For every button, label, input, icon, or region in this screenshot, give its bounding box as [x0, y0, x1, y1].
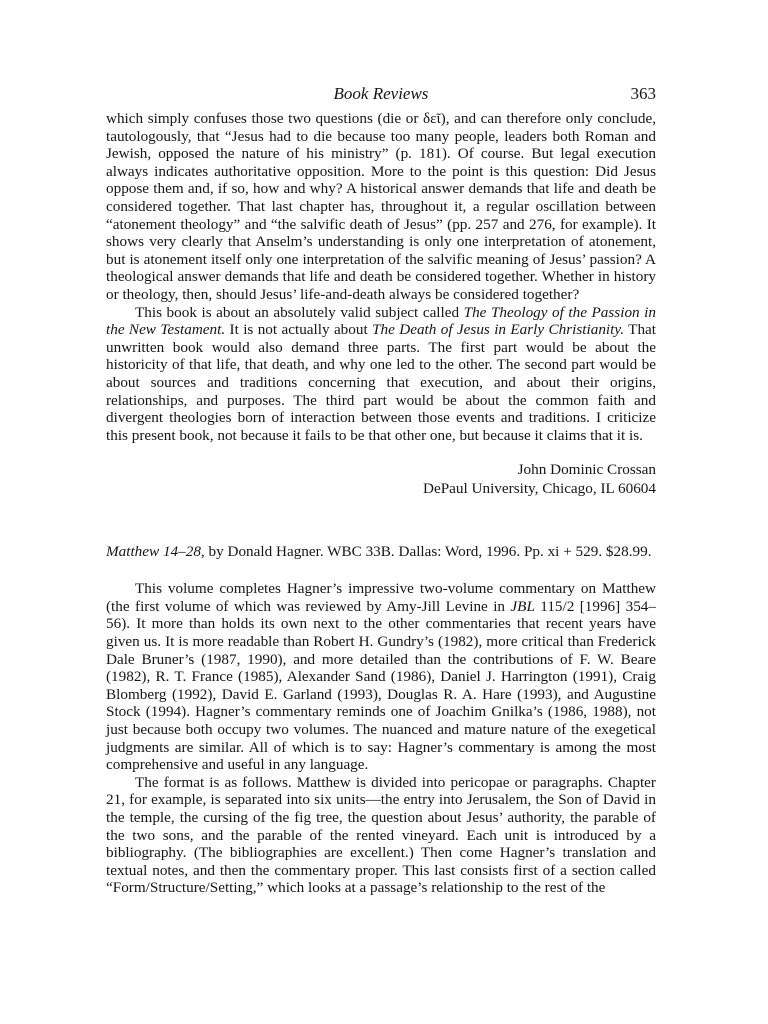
review1-p2-text-b: It is not actually about — [225, 321, 373, 339]
review2-bibliographic-info: by Donald Hagner. WBC 33B. Dallas: Word, 1996. Pp. xi + 529. $28.99. — [204, 543, 652, 561]
review2-paragraph-1 — [106, 580, 656, 774]
review2-book-title: Matthew 14–28, — [106, 543, 205, 561]
review1-p2-text-c: That unwritten book would also demand three parts. The first part would be about the historicity of that life, that death, and why one led to the other. The second part would be about sources and traditions concerning that execution, and about their origins, relationships, and purposes. The third part would be about the common faith and divergent theologies born of interaction between those events and traditions. I criticize this present book, not because it fails to be that other one, but because it claims that it is. — [106, 321, 657, 444]
page-number: 363 — [630, 84, 656, 103]
review1-paragraph-1: which simply confuses those two questions (die or δεῖ), and can therefore only conclude, tautologously, that “Jesus had to die because too many people, leaders both Roman and Jewish, opposed the nature of his ministry” (p. 181). Of course. But legal execution always indicates authoritative opposition. More to the point is this question: Did Jesus oppose them and, if so, how and why? A historical answer demands that life and death be considered together. That last chapter has, throughout it, a regular oscillation between “atonement theology” and “the salvific death of Jesus” (pp. 257 and 276, for example). It shows very clearly that Anselm’s understanding is only one interpretation of atonement, but is atonement itself only one interpretation of the salvific meaning of Jesus’ passion? A theological answer demands that life and death be considered together. Whether in history or theology, then, should Jesus’ life-and-death always be considered together? — [106, 110, 656, 303]
review2-p1-text-a: This volume completes Hagner’s impressive two-volume commentary on Matthew (the first volume of which was reviewed by Amy-Jill Levine in — [106, 580, 656, 615]
review2-paragraph-2: The format is as follows. Matthew is divided into pericopae or paragraphs. Chapter 21, for example, is separated into six units—the entry into Jerusalem, the Son of David in the temple, the cursing of the fig tree, the question about Jesus’ authority, the parable of the two sons, and the parable of the rented vineyard. Each unit is introduced by a bibliography. (The bibliographies are excellent.) Then come Hagner’s translation and textual notes, and then the commentary proper. This last consists first of a section called “Form/Structure/Setting,” which looks at a passage’s relationship to the rest of the — [106, 773, 656, 897]
journal-page — [106, 82, 656, 897]
reviewer-signature — [106, 460, 656, 498]
running-head — [106, 82, 656, 110]
review2-journal-abbrev: JBL — [510, 597, 535, 615]
review1-p2-text-a: This book is about an absolutely valid subject called — [135, 303, 464, 321]
review1-p2-book-title-a: The Theology of the Passion in the New Testament. — [106, 303, 656, 339]
review2-heading — [106, 543, 656, 561]
review2-p1-text-b: 115/2 [1996] 354–56). It more than holds its own next to the other commentaries that recent years have given us. It is more readable than Robert H. Gundry’s (1982), more critical than Frederick Dale Bruner’s (1987, 1990), and more detailed than the contributions of F. W. Beare (1982), R. T. France (1985), Alexander Sand (1986), Daniel J. Harrington (1991), Craig Blomberg (1992), David E. Garland (1993), Douglas R. A. Hare (1993), and Augustine Stock (1994). Hagner’s commentary reminds one of Joachim Gnilka’s (1986, 1988), not just because both occupy two volumes. The nuanced and mature nature of the exegetical judgments are similar. All of which is to say: Hagner’s commentary is among the most comprehensive and useful in any language. — [106, 597, 656, 774]
reviewer-affiliation: DePaul University, Chicago, IL 60604 — [423, 480, 656, 498]
review-crossan — [106, 110, 656, 444]
review-hagner — [106, 580, 656, 897]
review1-p2-book-title-b: The Death of Jesus in Early Christianity. — [372, 321, 625, 339]
reviewer-name: John Dominic Crossan — [517, 461, 656, 479]
review1-paragraph-2 — [106, 304, 656, 445]
running-title: Book Reviews — [333, 84, 429, 103]
